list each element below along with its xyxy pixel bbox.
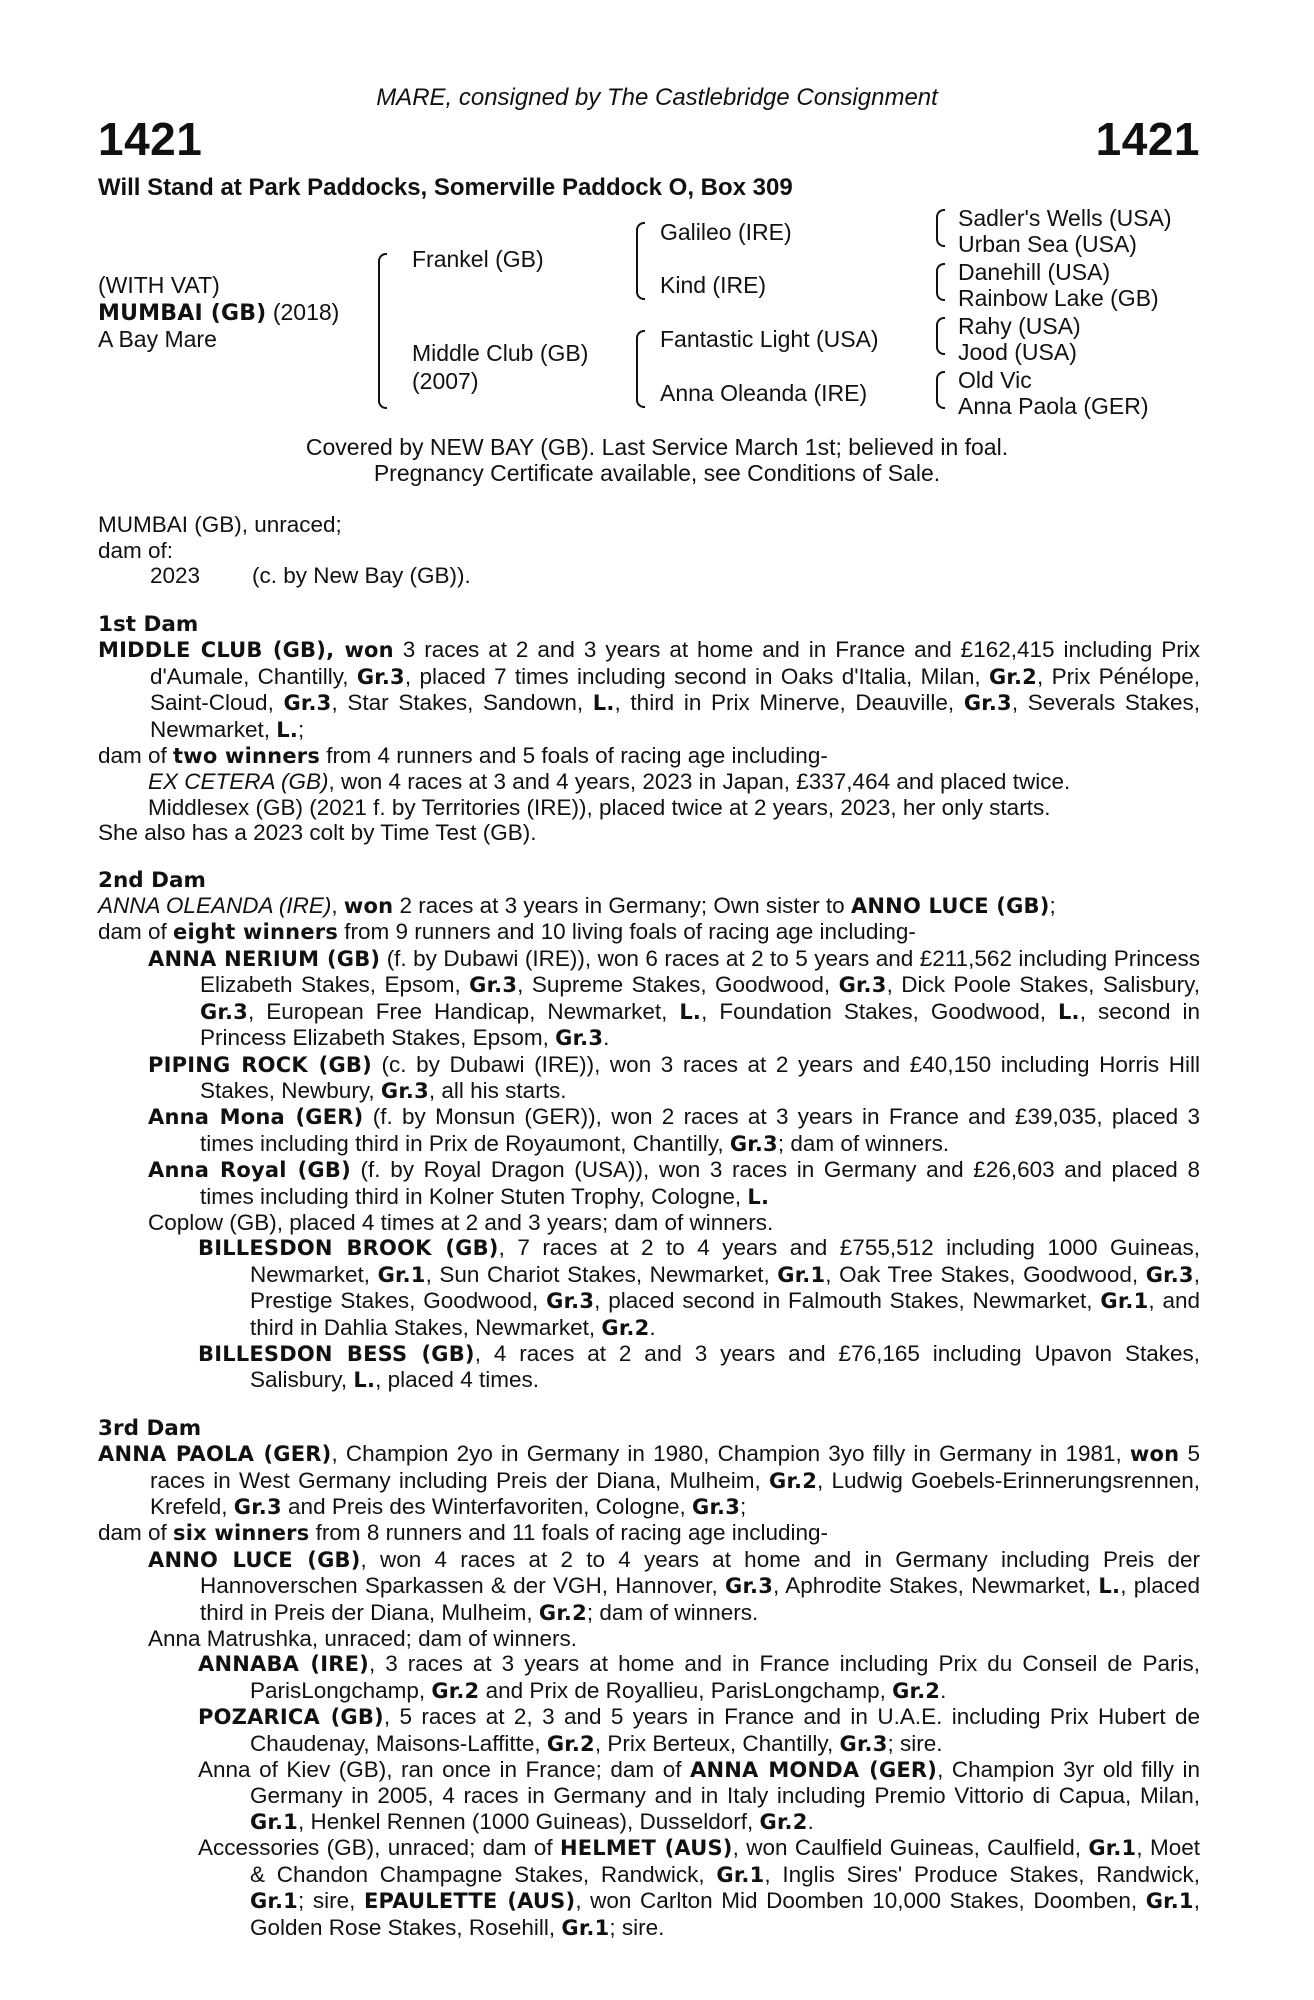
text: , placed third in Preis der Diana, Mulheim, [200,1573,1200,1625]
piping-rock-name: PIPING ROCK (GB) [148,1052,372,1077]
grade: Gr.3 [200,999,248,1024]
won-word: , [326,638,345,663]
covering-line-1: Covered by NEW BAY (GB). Last Service March 1st; believed in foal. [305,434,1009,460]
anna-royal-entry [98,1157,1200,1210]
grade: Gr.1 [1100,1289,1149,1314]
text: (c. by Dubawi (IRE)), won 3 races at 2 years and £40,150 including Horris Hill Stakes, Newbury, [200,1051,1200,1103]
gg-1: Sadler's Wells (USA) [958,205,1172,231]
third-dam-name: ANNA PAOLA (GER) [98,1442,332,1467]
annaba-entry [98,1651,1200,1704]
grade: Gr.1 [561,1915,610,1940]
text: ; dam of winners. [777,1130,950,1156]
text: ; [1049,893,1056,919]
grade: Gr.3 [963,691,1012,716]
billesdon-brook-name: BILLESDON BROOK (GB) [198,1236,499,1261]
text: , second in Princess Elizabeth Stakes, Epsom, [200,998,1201,1051]
text: , Golden Rose Stakes, Rosehill, [250,1888,1200,1940]
grade: Gr.3 [356,664,405,689]
helmet-name: HELMET (AUS) [559,1836,733,1861]
brace-sire [636,222,645,300]
produce-line-2: dam of: [98,538,174,563]
text: , Oak Tree Stakes, Goodwood, [825,1261,1146,1287]
gg-5: Rahy (USA) [958,313,1081,339]
text: , third in Prix Minerve, Deauville, [614,690,964,716]
won-word: won [344,638,394,663]
text: . [940,1677,947,1703]
brace-g4 [936,371,945,409]
grade: Gr.3 [692,1495,741,1519]
text: , Champion 2yo in Germany in 1980, Champion 3yo filly in Germany in 1981, [331,1441,1130,1467]
grade: Gr.1 [716,1862,765,1887]
grade: Gr.2 [538,1600,587,1625]
grade: Gr.1 [250,1889,298,1914]
won-word: won [1129,1442,1180,1467]
covering-line-2: Pregnancy Certificate available, see Conditions of Sale. [373,460,941,486]
vat-note: (WITH VAT) [98,272,220,298]
text: , Prestige Stakes, Goodwood, [250,1261,1201,1314]
first-dam-produce [98,743,1200,769]
grade: L. [1057,999,1080,1024]
anna-royal-name: Anna Royal (GB) [148,1158,351,1183]
brace-horse [378,253,387,409]
second-dam-produce [98,919,1200,945]
grade: L. [679,999,702,1024]
grade: Gr.3 [838,973,887,998]
gg-2: Urban Sea (USA) [958,231,1137,257]
text: ; sire, [298,1888,364,1914]
piping-rock-entry [98,1052,1200,1105]
grade: Gr.3 [469,973,518,998]
text: . [649,1314,656,1340]
text: , placed 7 times including second in Oaks d'Italia, Milan, [404,663,989,689]
first-dam-record [98,637,1200,743]
grade: Gr.3 [725,1574,774,1599]
brace-g2 [936,263,945,301]
text: , 7 races at 2 to 4 years and £755,512 including 1000 Guineas, Newmarket, [250,1235,1200,1287]
stand-location: Will Stand at Park Paddocks, Somerville Paddock O, Box 309 [98,174,793,201]
sire: Frankel (GB) [412,246,544,272]
sire-dam: Kind (IRE) [660,272,767,298]
middlesex-entry: Middlesex (GB) (2021 f. by Territories (IRE)), placed twice at 2 years, 2023, her only starts. [148,794,1051,820]
grade: Gr.3 [1145,1262,1194,1287]
anno-luce-name: ANNO LUCE (GB) [148,1547,361,1572]
pozarica-entry [98,1704,1200,1757]
text: . [807,1808,814,1834]
grade: Gr.1 [1145,1889,1194,1914]
anna-matrushka-entry: Anna Matrushka, unraced; dam of winners. [148,1626,577,1652]
anna-mona-entry [98,1104,1200,1157]
sister-name: ANNO LUCE (GB) [850,894,1050,919]
text: and Preis des Winterfavoriten, Cologne, [281,1494,693,1519]
brace-g1 [936,209,945,247]
grade: Gr.3 [729,1131,778,1156]
produce-line-1: MUMBAI (GB), unraced; [98,512,342,537]
billesdon-bess-entry [98,1341,1200,1394]
grade: Gr.2 [988,664,1037,689]
brace-g3 [936,317,945,355]
winners-count: two winners [173,744,321,769]
grade: Gr.1 [377,1262,426,1287]
text: from 8 runners and 11 foals of racing age including- [309,1520,829,1546]
ex-cetera-entry [98,769,1200,794]
text: from 9 runners and 10 living foals of racing age including- [338,919,916,945]
won-word: won [343,894,394,919]
horse-name: MUMBAI (GB) [98,301,267,326]
second-dam-record: ANNA OLEANDA (IRE), won 2 races at 3 years in Germany; Own sister to ANNO LUCE (GB); [98,893,1056,919]
text: , Inglis Sires' Produce Stakes, Randwick, [764,1861,1200,1887]
accessories-entry [98,1835,1200,1941]
text: , Star Stakes, Sandown, [331,690,593,716]
anna-of-kiev-entry [98,1757,1200,1835]
produce-year: 2023 [150,563,201,588]
text: , won 4 races at 2 to 4 years at home and in Germany including Preis der Hannoverschen Sparkassen & der VGH, Hannover, [200,1546,1200,1599]
dam-year: (2007) [412,368,479,394]
text: , Supreme Stakes, Goodwood, [517,972,839,998]
text: , Moet & Chandon Champagne Stakes, Randwick, [250,1835,1200,1887]
grade: Gr.3 [555,1026,604,1051]
third-dam-produce [98,1520,1200,1546]
dam-sire: Fantastic Light (USA) [660,326,879,352]
grade: Gr.2 [759,1809,808,1834]
text: dam of [98,919,174,945]
text: , won Carlton Mid Doomben 10,000 Stakes, Doomben, [575,1888,1146,1914]
grade: Gr.1 [777,1262,826,1287]
text: ; [298,716,305,742]
text: , Prix Berteux, Chantilly, [594,1730,840,1756]
grade: Gr.2 [601,1315,650,1340]
gg-4: Rainbow Lake (GB) [958,285,1159,311]
text: Anna of Kiev (GB), ran once in France; dam of [198,1757,691,1783]
gg-8: Anna Paola (GER) [958,393,1149,419]
text: , Henkel Rennen (1000 Guineas), Dusseldorf, [298,1808,760,1834]
winners-count: six winners [173,1521,310,1546]
grade: Gr.3 [283,691,332,716]
text: , Prix Pénélope, Saint-Cloud, [150,663,1200,716]
epaulette-name: EPAULETTE (AUS) [363,1889,576,1914]
text: ; dam of winners. [586,1599,759,1625]
text: , Sun Chariot Stakes, Newmarket, [425,1261,778,1287]
third-dam-heading: 3rd Dam [98,1415,202,1441]
text: (f. by Monsun (GER)), won 2 races at 3 years in France and £39,035, placed 3 times including third in Prix de Royaumont, Chantilly, [200,1104,1200,1156]
lot-number-right: 1421 [1095,113,1200,165]
text: , Dick Poole Stakes, Salisbury, [886,972,1200,998]
grade: Gr.3 [839,1731,888,1756]
second-dam-heading: 2nd Dam [98,867,206,893]
first-dam-name: MIDDLE CLUB (GB) [98,638,327,663]
produce-foal: (c. by New Bay (GB)). [252,563,471,588]
text: , won 4 races at 3 and 4 years, 2023 in Japan, £337,464 and placed twice. [328,769,1071,795]
dam-dam: Anna Oleanda (IRE) [660,380,868,406]
text: (f. by Dubawi (IRE)), won 6 races at 2 to 5 years and £211,562 including Princess Elizabeth Stakes, Epsom, [200,945,1200,998]
grade: Gr.1 [250,1809,298,1834]
text: 5 races in West Germany including Preis der Diana, Mulheim, [150,1441,1200,1493]
annaba-name: ANNABA (IRE) [198,1652,369,1677]
text: , Foundation Stakes, Goodwood, [701,998,1058,1024]
text: 2 races at 3 years in Germany; Own sister to [393,893,851,919]
billesdon-brook-entry [98,1235,1200,1341]
anno-luce-entry [98,1547,1200,1626]
dam-pages [98,612,1200,1941]
text: dam of [98,743,174,769]
billesdon-bess-name: BILLESDON BESS (GB) [198,1341,475,1366]
first-dam-heading: 1st Dam [98,612,199,637]
text: (f. by Royal Dragon (USA)), won 3 races in Germany and £26,603 and placed 8 times including third in Kolner Stuten Trophy, Cologne, [200,1157,1200,1209]
gg-7: Old Vic [958,367,1032,393]
text: , Severals Stakes, Newmarket, [150,690,1200,742]
text: ; [740,1494,747,1519]
text: , European Free Handicap, Newmarket, [248,998,680,1024]
text: ; sire. [609,1914,665,1940]
grade: Gr.1 [1088,1836,1137,1861]
text: from 4 runners and 5 foals of racing age including- [320,743,828,769]
grade: L. [1098,1574,1121,1599]
grade: L. [592,691,615,716]
grade: Gr.2 [892,1678,941,1703]
text: and Prix de Royallieu, ParisLongchamp, [479,1677,893,1703]
grade: Gr.2 [431,1678,480,1703]
text: . [603,1025,610,1051]
third-dam-record [98,1441,1200,1520]
text: , 4 races at 2 and 3 years and £76,165 including Upavon Stakes, Salisbury, [250,1340,1200,1393]
grade: Gr.2 [769,1468,818,1493]
text: , 5 races at 2, 3 and 5 years in France and in U.A.E. including Prix Hubert de Chaudenay, Maisons-Laffitte, [250,1704,1200,1756]
gg-3: Danehill (USA) [958,259,1111,285]
text: 3 races at 2 and 3 years at home and in France and £162,415 including Prix d'Aumale, Chantilly, [150,637,1200,689]
grade: Gr.3 [380,1078,429,1103]
grade: L. [747,1184,770,1209]
anna-nerium-name: ANNA NERIUM (GB) [148,946,381,971]
text: , all his starts. [428,1077,567,1103]
text: , Champion 3yr old filly in Germany in 2005, 4 races in Germany and in Italy including Premio Vittorio di Capua, Milan, [250,1757,1201,1809]
grade: Gr.3 [233,1495,282,1519]
brace-dam [636,330,645,408]
ex-cetera-name: EX CETERA (GB) [148,769,329,795]
text: Accessories (GB), unraced; dam of [198,1835,560,1861]
horse-name-line [98,299,339,326]
coplow-entry: Coplow (GB), placed 4 times at 2 and 3 years; dam of winners. [148,1209,774,1235]
text: , won Caulfield Guineas, Caulfield, [732,1835,1089,1861]
text: , placed 4 times. [375,1367,539,1393]
grade: L. [353,1368,376,1393]
winners-count: eight winners [173,920,339,945]
text: , 3 races at 3 years at home and in France including Prix du Conseil de Paris, ParisLongchamp, [250,1651,1200,1703]
text: , Ludwig Goebels-Erinnerungsrennen, Krefeld, [150,1467,1201,1519]
gg-6: Jood (USA) [958,339,1077,365]
text: ; sire. [887,1730,943,1756]
grade: Gr.3 [546,1289,595,1314]
consignment-line: MARE, consigned by The Castlebridge Consignment [376,84,938,111]
text: dam of [98,1520,174,1546]
anna-nerium-entry [98,946,1200,1052]
text: , Aphrodite Stakes, Newmarket, [773,1573,1099,1599]
pozarica-name: POZARICA (GB) [198,1705,384,1730]
text: , and third in Dahlia Stakes, Newmarket, [250,1288,1201,1340]
horse-description: A Bay Mare [98,326,217,352]
grade: Gr.2 [546,1731,595,1756]
anna-monda-name: ANNA MONDA (GER) [690,1758,938,1783]
text: , placed second in Falmouth Stakes, Newmarket, [594,1288,1101,1314]
anna-mona-name: Anna Mona (GER) [148,1105,364,1130]
lot-number-left: 1421 [98,113,203,165]
dam: Middle Club (GB) [412,340,589,366]
sire-sire: Galileo (IRE) [660,219,792,245]
horse-year: (2018) [272,299,340,325]
grade: L. [276,717,299,742]
second-dam-name: ANNA OLEANDA (IRE) [98,893,332,919]
also-note: She also has a 2023 colt by Time Test (GB). [98,820,537,846]
